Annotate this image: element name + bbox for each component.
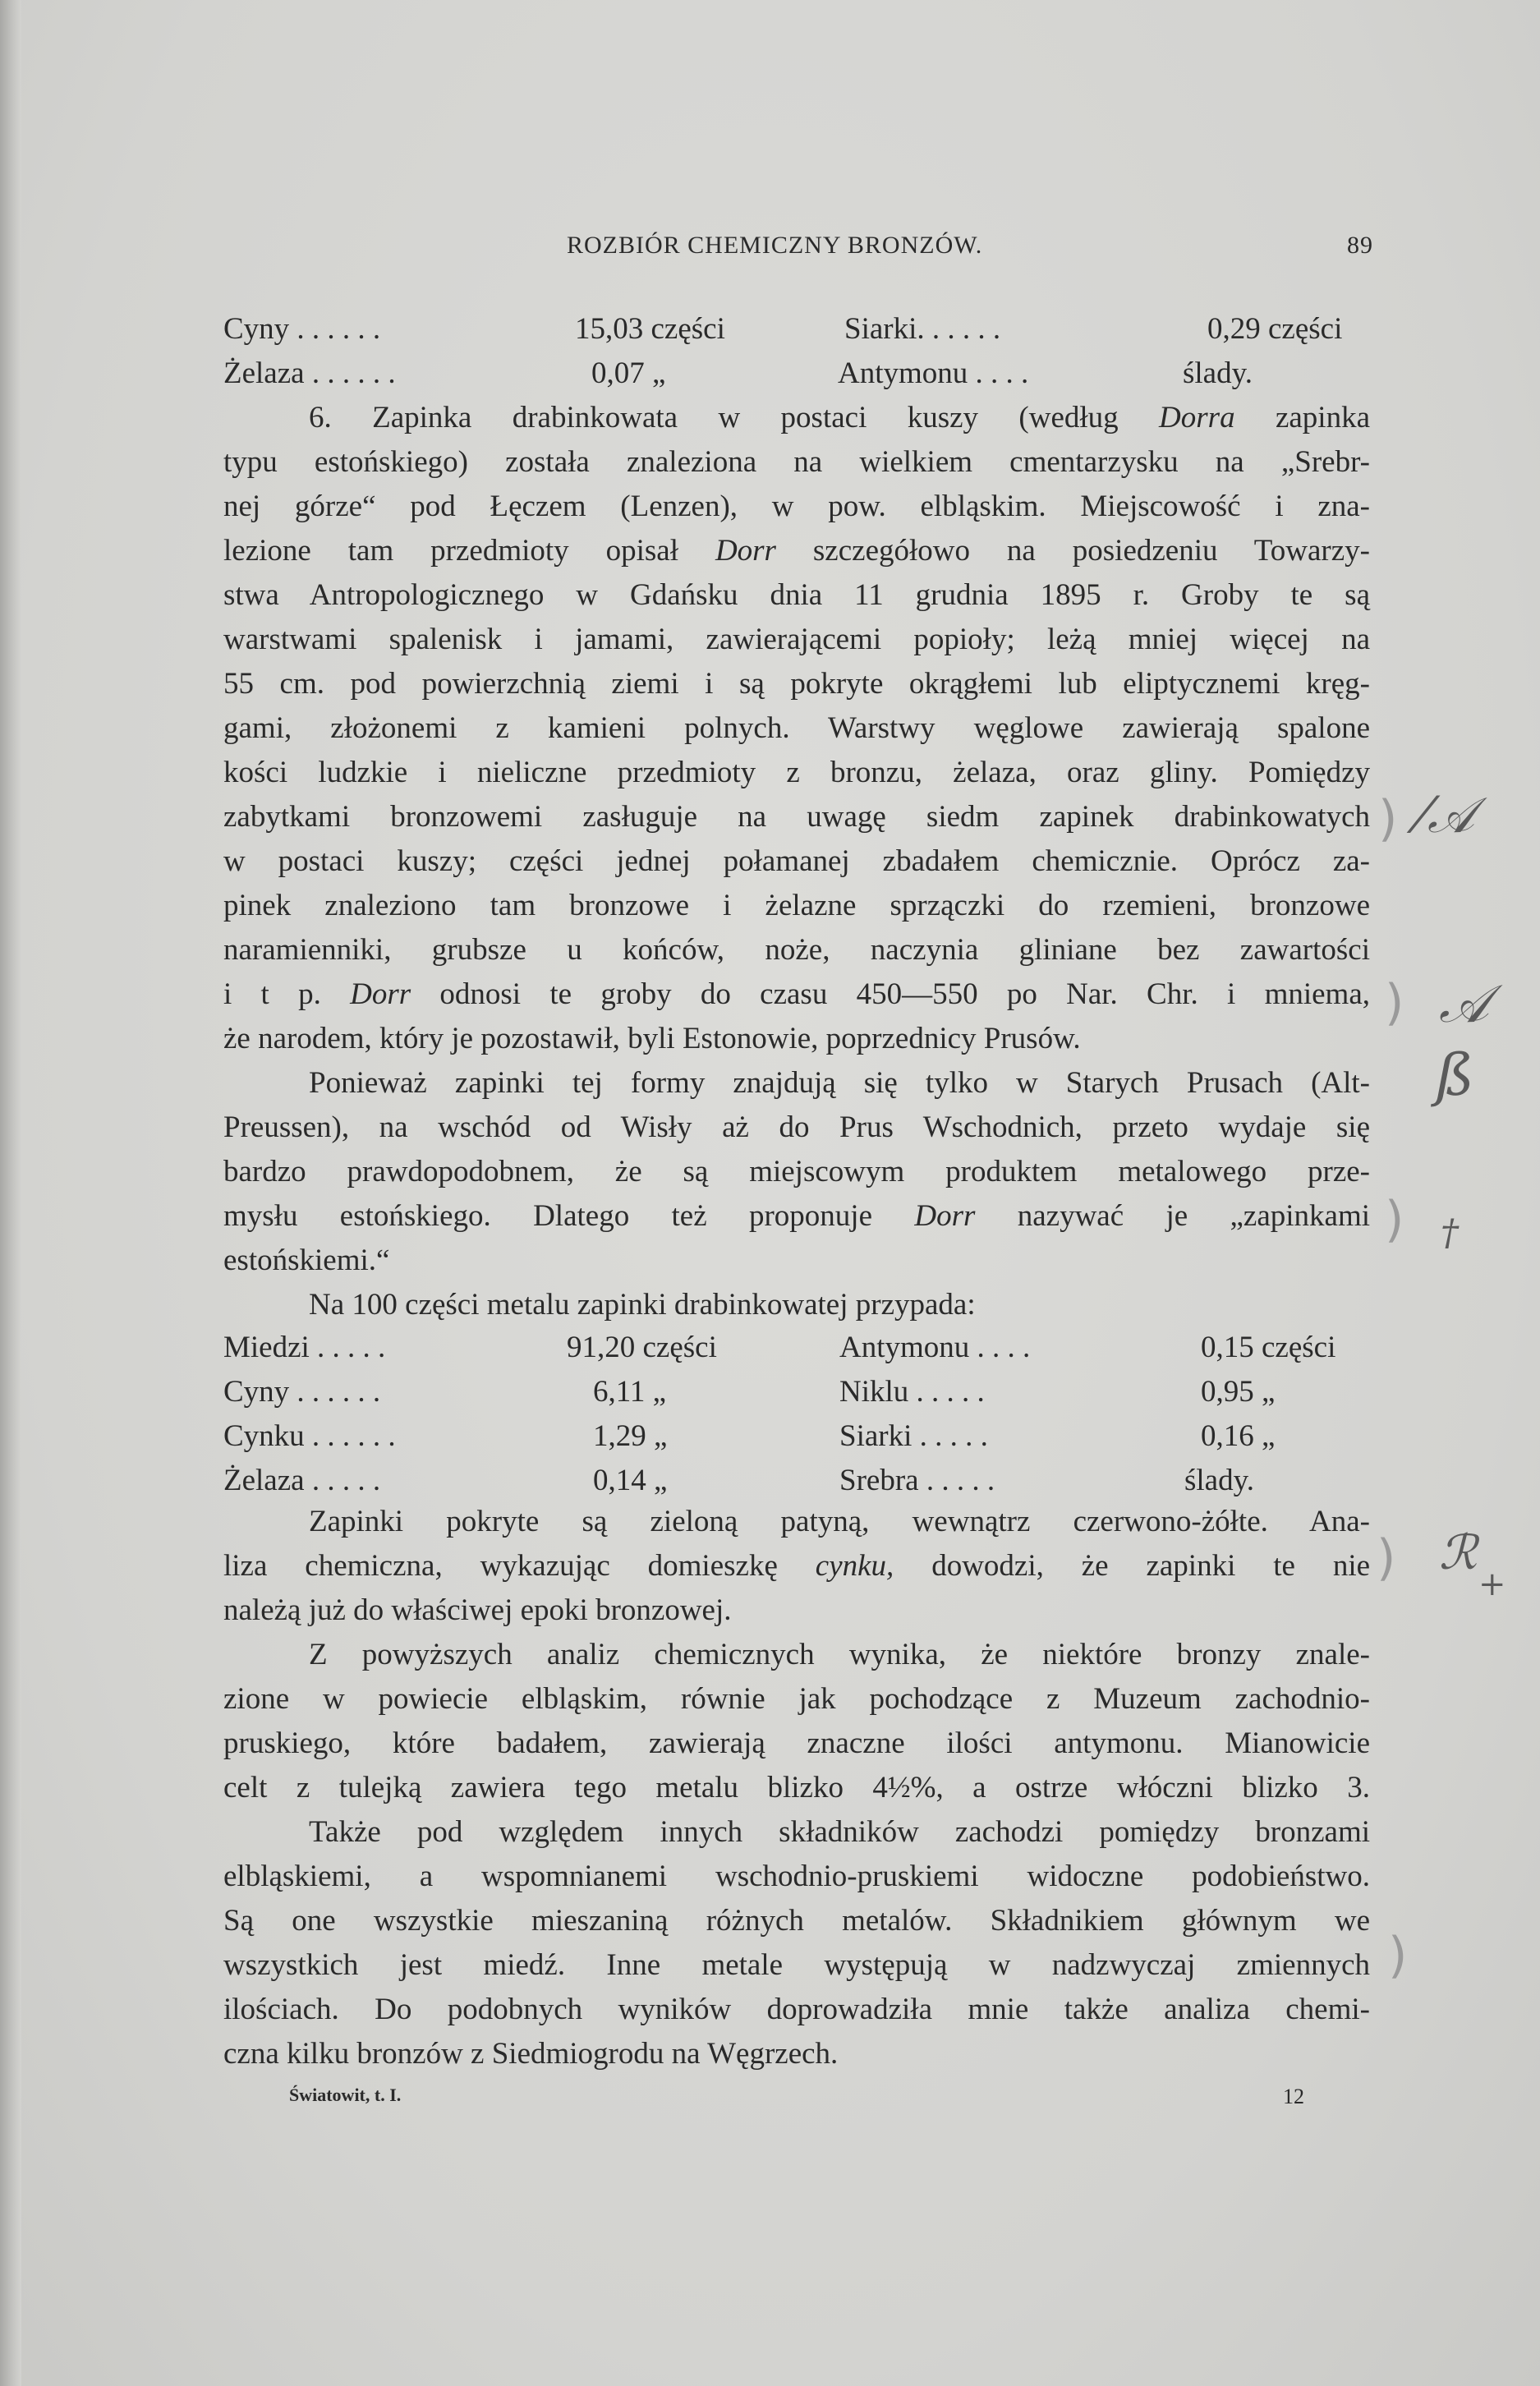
- text-line: estońskiemi.“: [223, 1244, 390, 1277]
- element-name: Niklu . . . . .: [839, 1375, 985, 1409]
- text-line: w postaci kuszy; części jednej połamanej zbadałem chemicznie. Oprócz za-: [223, 844, 1370, 878]
- margin-pencil-mark: +: [1478, 1565, 1506, 1603]
- element-value: 15,03 części: [575, 312, 725, 346]
- element-name: Żelaza . . . . .: [223, 1464, 381, 1497]
- text-line: celt z tulejką zawiera tego metalu blizko 4½%, a ostrze włóczni blizko 3.: [223, 1771, 1370, 1804]
- text-line: czna kilku bronzów z Siedmiogrodu na Węgrzech.: [223, 2037, 839, 2071]
- composition-table-2: [223, 1326, 1370, 1503]
- element-name: Cyny . . . . . .: [223, 312, 381, 346]
- signature-number: 12: [1283, 2085, 1304, 2108]
- paragraph-origin: [223, 1061, 1370, 1283]
- text-line: i t p. Dorr odnosi te groby do czasu 450—550 po Nar. Chr. i mniema,: [223, 977, 1371, 1011]
- text-line: nej górze“ pod Łęczem (Lenzen), w pow. elbląskim. Miejscowość i zna-: [223, 490, 1370, 523]
- text-line: pruskiego, które badałem, zawierają znaczne ilości antymonu. Mianowicie: [223, 1726, 1370, 1760]
- paragraph-6: [223, 396, 1370, 1061]
- text-line: zione w powiecie elbląskim, równie jak pochodzące z Muzeum zachodnio-: [223, 1682, 1370, 1716]
- table-row: [223, 1370, 1370, 1414]
- page-number: 89: [1347, 232, 1373, 259]
- text-line: Zapinki pokryte są zieloną patyną, wewnątrz czerwono-żółte. Ana-: [309, 1505, 1370, 1538]
- element-name: Antymonu . . . .: [839, 1331, 1031, 1364]
- text-line: 6. Zapinka drabinkowata w postaci kuszy (według Dorra zapinka: [309, 401, 1370, 434]
- element-name: Żelaza . . . . . .: [223, 356, 396, 390]
- text-line: liza chemiczna, wykazując domieszkę cynku, dowodzi, że zapinki te nie: [223, 1549, 1371, 1583]
- margin-pencil-mark: †: [1441, 1212, 1459, 1254]
- text-line: że narodem, który je pozostawił, byli Estonowie, poprzednicy Prusów.: [223, 1022, 1081, 1055]
- text-line: bardzo prawdopodobnem, że są miejscowym produktem metalowego prze-: [223, 1155, 1370, 1188]
- text-line: Ponieważ zapinki tej formy znajdują się tylko w Starych Prusach (Alt-: [309, 1066, 1370, 1100]
- element-value: 1,29 „: [593, 1419, 668, 1453]
- text-line: 55 cm. pod powierzchnią ziemi i są pokryte okrągłemi lub eliptycznemi kręg-: [223, 667, 1370, 701]
- text-line: Są one wszystkie mieszaniną różnych metalów. Składnikiem głównym we: [223, 1904, 1370, 1938]
- text-line: lezione tam przedmioty opisał Dorr szczegółowo na posiedzeniu Towarzy-: [223, 534, 1370, 568]
- text-line: Z powyższych analiz chemicznych wynika, że niektóre bronzy znale-: [309, 1638, 1370, 1671]
- text-line: pinek znaleziono tam bronzowe i żelazne sprzączki do rzemieni, bronzowe: [223, 889, 1370, 922]
- margin-bracket-mark: ): [1388, 1927, 1408, 1984]
- element-value: 0,29 części: [1207, 312, 1343, 346]
- text-line: zabytkami bronzowemi zasługuje na uwagę siedm zapinek drabinkowatych: [223, 800, 1370, 834]
- composition-table-1: [223, 307, 1370, 396]
- text-line: Na 100 części metalu zapinki drabinkowatej przypada:: [309, 1288, 976, 1322]
- margin-bracket-mark: ): [1378, 790, 1398, 848]
- element-name: Siarki. . . . . .: [844, 312, 1001, 346]
- element-value: 0,95 „: [1201, 1375, 1276, 1409]
- paragraph-patina: [223, 1500, 1370, 1633]
- element-value: 0,15 części: [1201, 1331, 1336, 1364]
- element-value: 91,20 części: [567, 1331, 717, 1364]
- text-line: elbląskiemi, a wspomnianemi wschodnio-pruskiemi widoczne podobieństwo.: [223, 1860, 1370, 1893]
- table-row: [223, 352, 1370, 396]
- margin-pencil-mark: ⁄𝒜: [1419, 787, 1474, 844]
- paragraph-intro-table: [223, 1283, 1370, 1327]
- element-value: ślady.: [1183, 356, 1253, 390]
- text-line: Preussen), na wschód od Wisły aż do Prus Wschodnich, przeto wydaje się: [223, 1110, 1370, 1144]
- element-name: Cyny . . . . . .: [223, 1375, 381, 1409]
- text-line: gami, złożonemi z kamieni polnych. Warstwy węglowe zawierają spalone: [223, 711, 1370, 745]
- running-head-title: ROZBIÓR CHEMICZNY BRONZÓW.: [567, 232, 983, 259]
- margin-bracket-mark: ): [1385, 974, 1404, 1032]
- text-line: należą już do właściwej epoki bronzowej.: [223, 1593, 732, 1627]
- page-footer: [223, 2085, 1373, 2117]
- table-row: [223, 1326, 1370, 1370]
- element-name: Antymonu . . . .: [838, 356, 1029, 390]
- element-name: Miedzi . . . . .: [223, 1331, 386, 1364]
- book-spine-shadow: [0, 0, 21, 2386]
- table-row: [223, 307, 1370, 352]
- text-line: kości ludzkie i nieliczne przedmioty z bronzu, żelaza, oraz gliny. Pomiędzy: [223, 756, 1370, 789]
- element-name: Siarki . . . . .: [839, 1419, 988, 1453]
- element-name: Srebra . . . . .: [839, 1464, 995, 1497]
- footer-source: Światowit, t. I.: [289, 2085, 402, 2105]
- text-line: Także pod względem innych składników zachodzi pomiędzy bronzami: [309, 1815, 1370, 1849]
- margin-pencil-mark: ℛ: [1439, 1524, 1478, 1580]
- text-line: mysłu estońskiego. Dlatego też proponuje Dorr nazywać je „zapinkami: [223, 1199, 1371, 1233]
- running-head: [223, 232, 1373, 273]
- text-line: typu estońskiego) została znaleziona na wielkiem cmentarzysku na „Srebr-: [223, 445, 1370, 479]
- text-line: warstwami spalenisk i jamami, zawierającemi popioły; leżą mniej więcej na: [223, 623, 1370, 656]
- text-line: wszystkich jest miedź. Inne metale występują w nadzwyczaj zmiennych: [223, 1948, 1370, 1982]
- margin-pencil-mark: 𝒜: [1439, 974, 1489, 1035]
- margin-bracket-mark: ): [1385, 1191, 1404, 1248]
- element-value: 0,07 „: [591, 356, 666, 390]
- table-row: [223, 1459, 1370, 1503]
- margin-pencil-mark: ß: [1436, 1041, 1474, 1109]
- element-value: ślady.: [1184, 1464, 1254, 1497]
- text-line: ilościach. Do podobnych wyników doprowadziła mnie także analiza chemi-: [223, 1993, 1370, 2026]
- text-line: stwa Antropologicznego w Gdańsku dnia 11 grudnia 1895 r. Groby te są: [223, 578, 1370, 612]
- element-value: 0,16 „: [1201, 1419, 1276, 1453]
- table-row: [223, 1414, 1370, 1459]
- paragraph-similarity: [223, 1810, 1370, 2076]
- element-value: 0,14 „: [593, 1464, 668, 1497]
- margin-bracket-mark: ): [1377, 1529, 1396, 1587]
- text-line: naramienniki, grubsze u końców, noże, naczynia gliniane bez zawartości: [223, 933, 1370, 967]
- paragraph-antimony: [223, 1633, 1370, 1810]
- element-value: 6,11 „: [593, 1375, 667, 1409]
- element-name: Cynku . . . . . .: [223, 1419, 396, 1453]
